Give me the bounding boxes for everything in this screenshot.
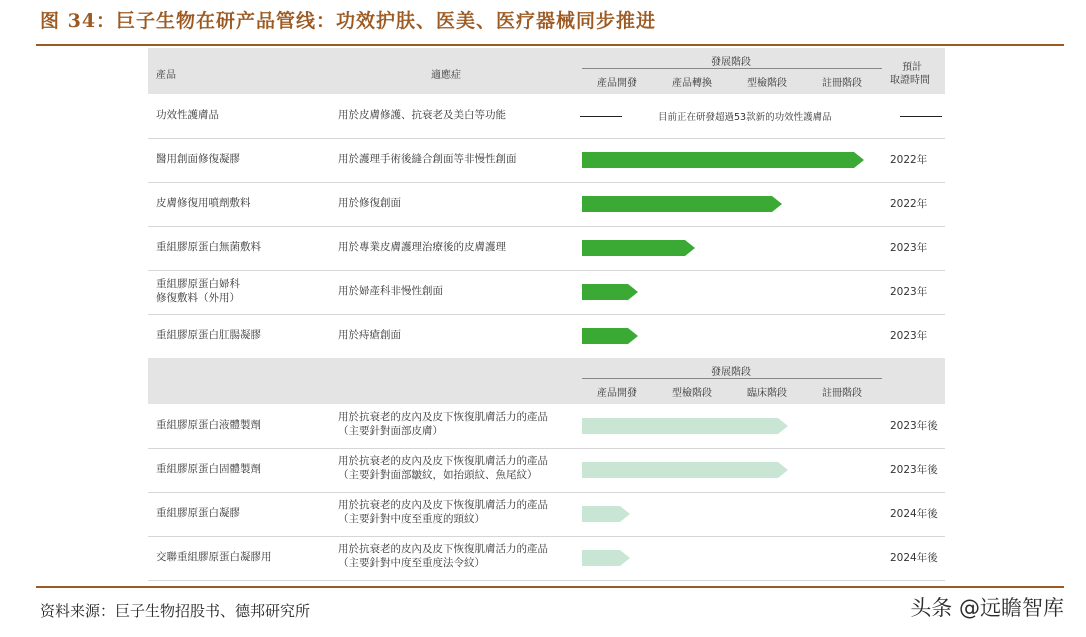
- row-product: 交聯重組膠原蛋白凝膠用: [156, 551, 272, 563]
- row-year: 2023年: [890, 286, 928, 298]
- row-indication-line2: （主要針對中度至重度的頸紋）: [338, 513, 485, 525]
- progress-arrow: [582, 240, 695, 256]
- row-year: 2024年後: [890, 508, 938, 520]
- row-year: 2023年後: [890, 464, 938, 476]
- row-indication: 用於專業皮膚護理治療後的皮膚護理: [338, 241, 506, 253]
- row-product: 功效性護膚品: [156, 109, 219, 121]
- header-expected-1: 預計: [902, 62, 922, 73]
- row-product: 重組膠原蛋白肛腸凝膠: [156, 329, 261, 341]
- pipeline-table: [148, 48, 945, 580]
- row-indication-line2: （主要針對面部皺紋，如抬頭紋、魚尾紋）: [338, 469, 538, 481]
- header-phase-4: 註冊階段: [822, 388, 862, 399]
- table-row: [148, 138, 945, 183]
- figure-title: 图 34：巨子生物在研产品管线：功效护肤、医美、医疗器械同步推进: [40, 10, 657, 32]
- row-year: 2022年: [890, 198, 928, 210]
- header-phase-title: 發展階段: [711, 367, 751, 378]
- row-year: 2024年後: [890, 552, 938, 564]
- progress-arrow: [582, 462, 788, 478]
- header-phase-3: 型檢階段: [747, 78, 787, 89]
- table-row: [148, 448, 945, 493]
- header-expected-2: 取證時間: [890, 75, 930, 86]
- header-phase-title: 發展階段: [711, 57, 751, 68]
- progress-arrow: [582, 152, 864, 168]
- table-row: [148, 314, 945, 359]
- source-note: 资料来源：巨子生物招股书、德邦研究所: [40, 602, 311, 620]
- table-row: [148, 492, 945, 537]
- table-row: [148, 94, 945, 139]
- progress-arrow: [582, 328, 638, 344]
- header-phase-2: 型檢階段: [672, 388, 712, 399]
- row-indication: 用於抗衰老的皮內及皮下恢復肌膚活力的產品: [338, 499, 548, 511]
- row-year: 2023年: [890, 330, 928, 342]
- row-product: 重組膠原蛋白凝膠: [156, 507, 240, 519]
- header-phase-1: 產品開發: [597, 78, 637, 89]
- row-indication: 用於修復創面: [338, 197, 401, 209]
- dash-line: [900, 116, 942, 117]
- row-indication: 用於抗衰老的皮內及皮下恢復肌膚活力的產品: [338, 411, 548, 423]
- row-indication: 用於痔瘡創面: [338, 329, 401, 341]
- section2-header: [148, 358, 945, 404]
- row-year: 2022年: [890, 154, 928, 166]
- row-year: 2023年後: [890, 420, 938, 432]
- table-row: [148, 226, 945, 271]
- row-indication: 用於抗衰老的皮內及皮下恢復肌膚活力的產品: [338, 543, 548, 555]
- row-indication: 用於皮膚修護、抗衰老及美白等功能: [338, 109, 506, 121]
- row-product: 重組膠原蛋白婦科: [156, 278, 240, 290]
- progress-arrow: [582, 196, 782, 212]
- row-product: 皮膚修復用噴劑敷料: [156, 197, 251, 209]
- row-indication: 用於抗衰老的皮內及皮下恢復肌膚活力的產品: [338, 455, 548, 467]
- row-indication: 用於護理手術後縫合創面等非慢性創面: [338, 153, 517, 165]
- header-indication: 適應症: [431, 70, 461, 81]
- row-product: 重組膠原蛋白無菌敷料: [156, 241, 261, 253]
- watermark: 头条 @远瞻智库: [910, 596, 1064, 620]
- row-product: 重組膠原蛋白液體製劑: [156, 419, 261, 431]
- footer-rule: [36, 586, 1064, 588]
- header-product: 產品: [156, 70, 176, 81]
- row-year: 2023年: [890, 242, 928, 254]
- row-indication-line2: （主要針對中度至重度法令紋）: [338, 557, 485, 569]
- dash-line: [580, 116, 622, 117]
- header-phase-1: 產品開發: [597, 388, 637, 399]
- table-row: [148, 404, 945, 449]
- table-row: [148, 536, 945, 581]
- row-note: 目前正在研發超過53款新的功效性護膚品: [658, 112, 832, 123]
- phase-divider: [582, 378, 882, 379]
- phase-divider: [582, 68, 882, 69]
- header-phase-4: 註冊階段: [822, 78, 862, 89]
- table-row: [148, 182, 945, 227]
- row-product: 醫用創面修復凝膠: [156, 153, 240, 165]
- title-rule: [36, 44, 1064, 46]
- row-indication-line2: （主要針對面部皮膚）: [338, 425, 443, 437]
- table-row: [148, 270, 945, 315]
- row-indication: 用於婦產科非慢性創面: [338, 285, 443, 297]
- row-product: 重組膠原蛋白固體製劑: [156, 463, 261, 475]
- header-phase-2: 產品轉換: [672, 78, 712, 89]
- progress-arrow: [582, 418, 788, 434]
- section1-header: [148, 48, 945, 94]
- progress-arrow: [582, 284, 638, 300]
- header-phase-3: 臨床階段: [747, 388, 787, 399]
- row-product-line2: 修復敷料（外用）: [156, 292, 240, 304]
- progress-arrow: [582, 506, 630, 522]
- progress-arrow: [582, 550, 630, 566]
